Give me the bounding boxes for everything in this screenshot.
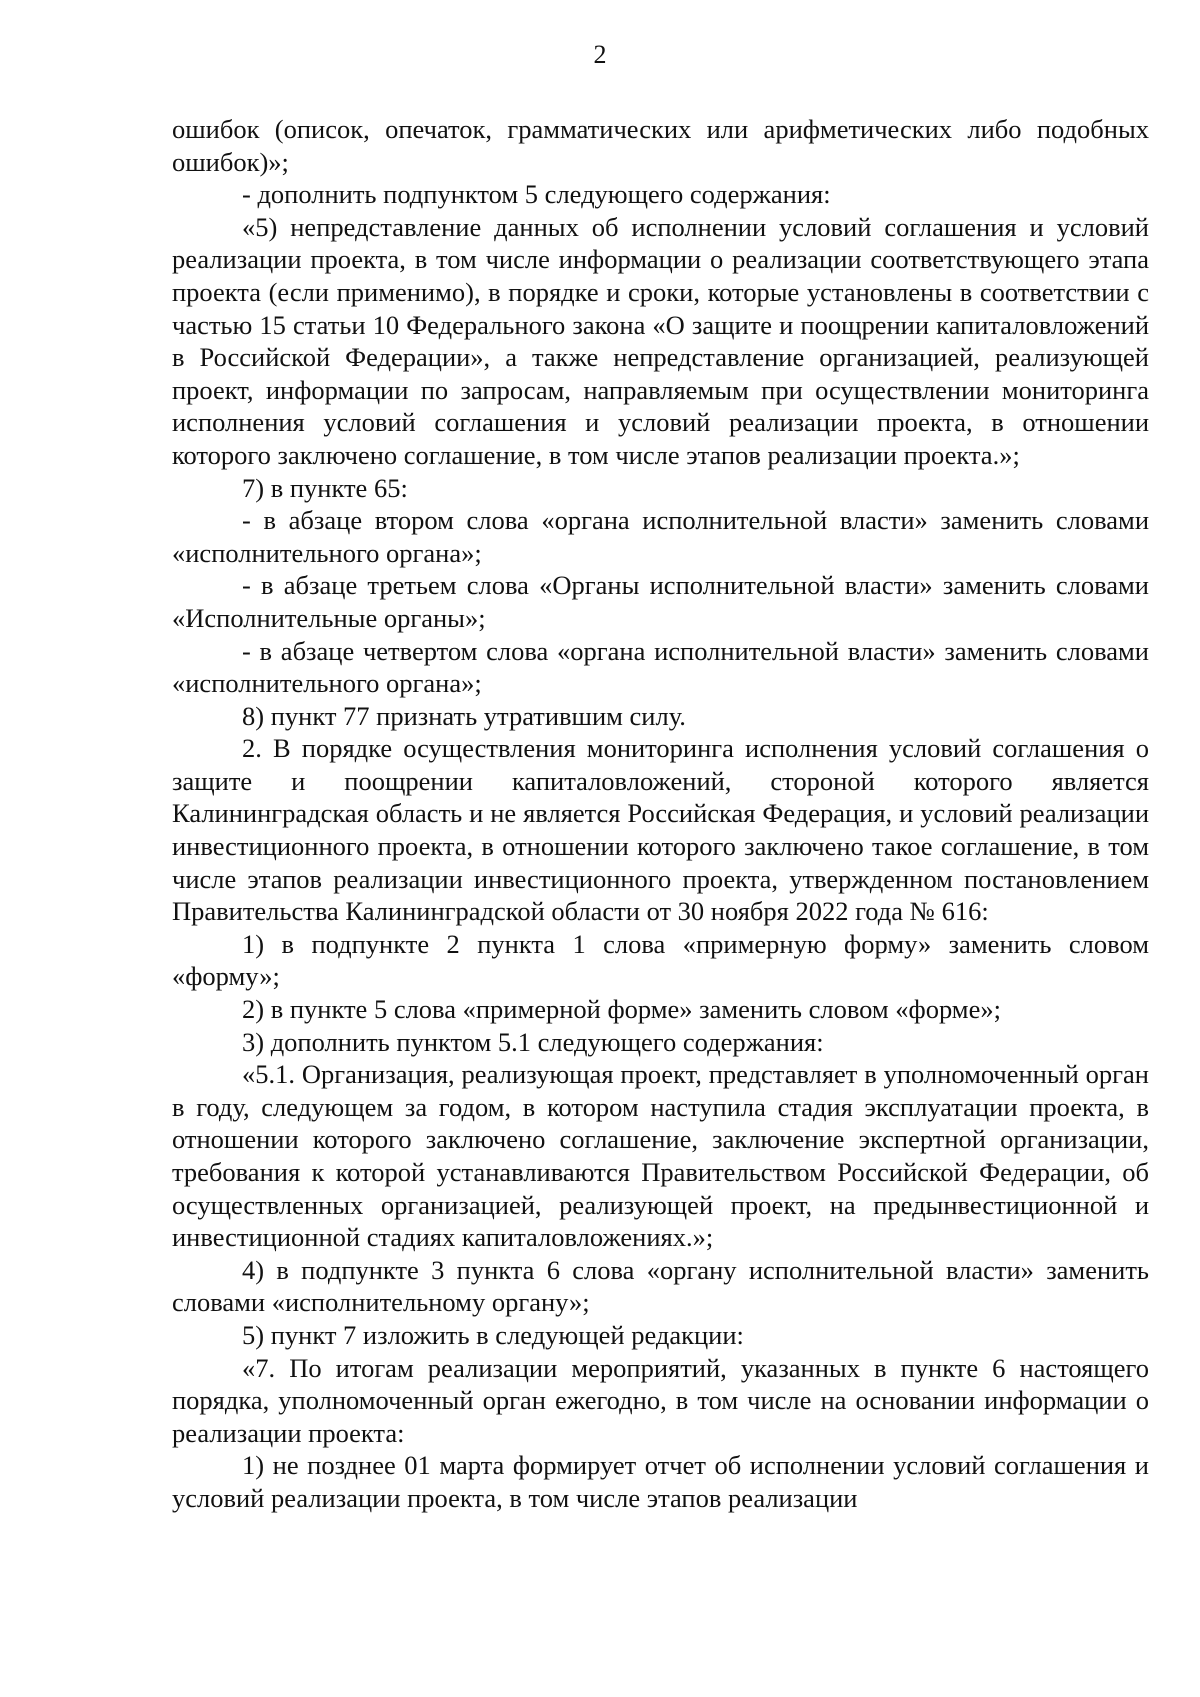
paragraph: «7. По итогам реализации мероприятий, указанных в пункте 6 настоящего порядка, уполномоченный орган ежегодно, в том числе на основании информации о реализации проекта:	[172, 1352, 1149, 1448]
paragraph: 2. В порядке осуществления мониторинга исполнения условий соглашения о защите и поощрении капиталовложений, стороной которого является Калининградская область и не является Российская Федерация, и условий реализации инвестиционного проекта, в отношении которого заключено такое соглашение, в том числе этапов реализации инвестиционного проекта, утвержденном постановлением Правительства Калининградской области от 30 ноября 2022 года № 616:	[172, 733, 1149, 927]
document-body	[172, 113, 1149, 1515]
paragraph: 5) пункт 7 изложить в следующей редакции:	[242, 1319, 744, 1350]
paragraph: - в абзаце третьем слова «Органы исполнительной власти» заменить словами «Исполнительные органы»;	[172, 570, 1149, 633]
paragraph: 1) в подпункте 2 пункта 1 слова «примерную форму» заменить словом «форму»;	[172, 928, 1149, 992]
page-number: 2	[593, 40, 607, 69]
paragraph: «5) непредставление данных об исполнении условий соглашения и условий реализации проекта, в том числе информации о реализации соответствующего этапа проекта (если применимо), в порядке и сроки, которые установлены в соответствии с частью 15 статьи 10 Федерального закона «О защите и поощрении капиталовложений в Российской Федерации», а также непредставление организацией, реализующей проект, информации по запросам, направляемым при осуществлении мониторинга исполнения условий соглашения и условий реализации проекта, в отношении которого заключено соглашение, в том числе этапов реализации проекта.»;	[172, 211, 1149, 470]
paragraph: ошибок (описок, опечаток, грамматических или арифметических либо подобных ошибок)»;	[172, 114, 1149, 177]
paragraph: 1) не позднее 01 марта формирует отчет об исполнении условий соглашения и условий реализации проекта, в том числе этапов реализации	[172, 1450, 1149, 1513]
paragraph: 8) пункт 77 признать утратившим силу.	[242, 700, 686, 731]
paragraph: 3) дополнить пунктом 5.1 следующего содержания:	[242, 1026, 824, 1057]
paragraph: 7) в пункте 65:	[242, 472, 408, 503]
paragraph: - дополнить подпунктом 5 следующего содержания:	[242, 179, 831, 210]
paragraph: - в абзаце втором слова «органа исполнительной власти» заменить словами «исполнительного органа»;	[172, 505, 1149, 568]
paragraph: - в абзаце четвертом слова «органа исполнительной власти» заменить словами «исполнительного органа»;	[172, 635, 1149, 699]
paragraph: 2) в пункте 5 слова «примерной форме» заменить словом «форме»;	[242, 994, 1001, 1025]
paragraph: 4) в подпункте 3 пункта 6 слова «органу исполнительной власти» заменить словами «исполнительному органу»;	[172, 1254, 1149, 1318]
paragraph: «5.1. Организация, реализующая проект, представляет в уполномоченный орган в году, следующем за годом, в котором наступила стадия эксплуатации проекта, в отношении которого заключено соглашение, заключение экспертной организации, требования к которой устанавливаются Правительством Российской Федерации, об осуществленных организацией, реализующей проект, на предынвестиционной и инвестиционной стадиях капиталовложениях.»;	[172, 1059, 1149, 1253]
